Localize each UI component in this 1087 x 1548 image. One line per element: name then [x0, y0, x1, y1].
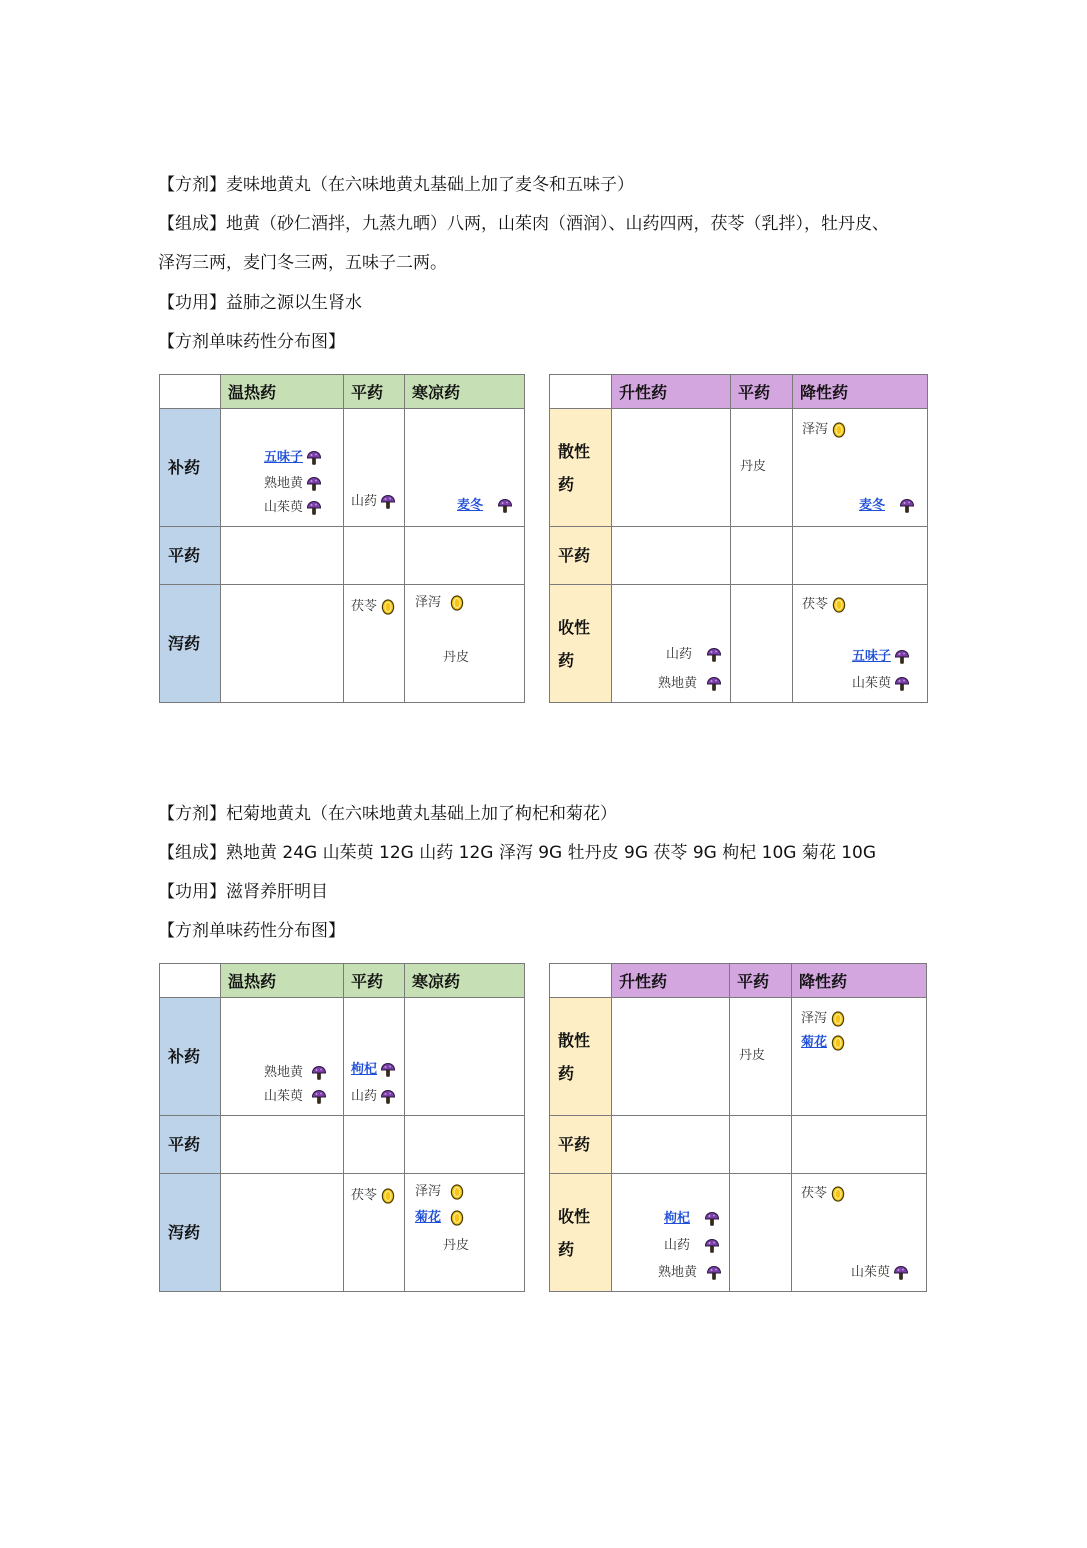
herb-name[interactable]: 枸杞 — [351, 1062, 378, 1077]
mushroom-icon — [706, 676, 722, 692]
herb-name: 山茱萸 — [264, 500, 304, 515]
cell-disperse-neutral — [730, 998, 792, 1116]
corner-cell — [160, 375, 221, 409]
col-header-warm: 温热药 — [221, 964, 344, 998]
mushroom-icon — [704, 1211, 720, 1227]
formula2-title: 【方剂】杞菊地黄丸（在六味地黄丸基础上加了枸杞和菊花） — [158, 804, 617, 824]
cell-tonic-warm — [221, 409, 344, 527]
herb-name: 熟地黄 — [264, 476, 304, 491]
herb-item[interactable] — [859, 498, 915, 514]
coin-icon — [380, 599, 396, 615]
col-header-descending: 降性药 — [793, 375, 928, 409]
cell-neutral-neutral — [731, 527, 793, 585]
formula1-composition: 【组成】地黄（砂仁酒拌，九蒸九晒）八两，山茱肉（酒润）、山药四两，茯苓（乳拌），牡丹皮、 — [158, 214, 889, 234]
herb-name: 熟地黄 — [264, 1065, 304, 1080]
cell-neutral-cold — [405, 527, 525, 585]
herb-name: 熟地黄 — [658, 1265, 698, 1280]
herb-name: 丹皮 — [739, 1048, 766, 1063]
col-header-neutral: 平药 — [731, 375, 793, 409]
row-header-tonic: 补药 — [160, 409, 221, 527]
cell-disperse-descend — [793, 409, 928, 527]
herb-item — [802, 422, 847, 438]
herb-name: 山药 — [664, 1238, 691, 1253]
herb-name[interactable]: 五味子 — [264, 450, 304, 465]
herb-item — [264, 500, 322, 516]
herb-item — [443, 650, 469, 666]
herb-name: 泽泻 — [801, 1011, 828, 1026]
col-header-ascending: 升性药 — [612, 964, 730, 998]
herb-item[interactable] — [801, 1035, 846, 1051]
herb-item — [264, 1089, 327, 1105]
cell-astringe-neutral — [730, 1174, 792, 1292]
cell-neutral-neutral — [344, 1116, 405, 1174]
cell-neutral-neutral — [344, 527, 405, 585]
coin-icon — [830, 1035, 846, 1051]
cell-neutral-warm — [221, 527, 344, 585]
herb-name: 茯苓 — [351, 1188, 378, 1203]
cell-neutral-neutral — [730, 1116, 792, 1174]
mushroom-icon — [311, 1089, 327, 1105]
herb-name: 泽泻 — [415, 595, 442, 610]
cell-astringe-descend — [793, 585, 928, 703]
mushroom-icon — [311, 1065, 327, 1081]
herb-name[interactable]: 麦冬 — [457, 498, 484, 513]
herb-item — [443, 1238, 469, 1254]
mushroom-icon — [894, 649, 910, 665]
herb-name: 丹皮 — [740, 459, 767, 474]
herb-item — [351, 1089, 396, 1105]
cell-neutral-ascend — [612, 1116, 730, 1174]
herb-item — [264, 476, 322, 492]
formula2-direction-table — [549, 963, 927, 1292]
herb-item — [658, 1265, 722, 1281]
row-header-drain: 泻药 — [160, 1174, 221, 1292]
cell-astringe-ascend — [612, 585, 731, 703]
herb-item[interactable] — [415, 1210, 465, 1226]
coin-icon — [449, 1184, 465, 1200]
mushroom-icon — [497, 498, 513, 514]
mushroom-icon — [306, 500, 322, 516]
col-header-ascending: 升性药 — [612, 375, 731, 409]
herb-item — [801, 1011, 846, 1027]
herb-item — [264, 1065, 327, 1081]
herb-item — [351, 599, 396, 615]
mushroom-icon — [380, 1062, 396, 1078]
herb-name[interactable]: 麦冬 — [859, 498, 886, 513]
col-header-neutral: 平药 — [344, 964, 405, 998]
formula1-composition-cont: 泽泻三两，麦门冬三两，五味子二两。 — [158, 253, 447, 273]
row-header-neutral: 平药 — [160, 1116, 221, 1174]
herb-name[interactable]: 五味子 — [852, 649, 892, 664]
herb-name: 泽泻 — [802, 422, 829, 437]
herb-item[interactable] — [664, 1211, 720, 1227]
herb-item — [740, 459, 766, 475]
cell-neutral-descend — [792, 1116, 927, 1174]
row-header-dispersing: 散性药 — [550, 998, 612, 1116]
formula2-composition: 【组成】熟地黄 24G 山茱萸 12G 山药 12G 泽泻 9G 牡丹皮 9G 茯苓 9G 枸杞 10G 菊花 10G — [158, 843, 877, 863]
mushroom-icon — [894, 676, 910, 692]
formula2-function: 【功用】滋肾养肝明目 — [158, 882, 328, 902]
cell-drain-warm — [221, 585, 344, 703]
cell-neutral-ascend — [612, 527, 731, 585]
cell-drain-neutral — [344, 1174, 405, 1292]
herb-name[interactable]: 菊花 — [415, 1210, 442, 1225]
cell-astringe-ascend — [612, 1174, 730, 1292]
cell-astringe-neutral — [731, 585, 793, 703]
herb-name[interactable]: 枸杞 — [664, 1211, 691, 1226]
cell-astringe-descend — [792, 1174, 927, 1292]
herb-name: 山药 — [351, 1089, 378, 1104]
herb-name: 泽泻 — [415, 1184, 442, 1199]
row-header-astringent: 收性药 — [550, 585, 612, 703]
mushroom-icon — [704, 1238, 720, 1254]
corner-cell — [550, 375, 612, 409]
herb-name: 茯苓 — [801, 1186, 828, 1201]
herb-name: 茯苓 — [351, 599, 378, 614]
herb-name: 山茱萸 — [852, 676, 892, 691]
formula2-nature-table — [159, 963, 525, 1292]
coin-icon — [831, 422, 847, 438]
herb-item — [802, 597, 847, 613]
col-header-neutral: 平药 — [730, 964, 792, 998]
row-header-drain: 泻药 — [160, 585, 221, 703]
cell-tonic-neutral — [344, 998, 405, 1116]
cell-drain-warm — [221, 1174, 344, 1292]
herb-name: 茯苓 — [802, 597, 829, 612]
formula1-function: 【功用】益肺之源以生肾水 — [158, 293, 362, 313]
herb-item[interactable] — [264, 450, 322, 466]
cell-drain-cold — [405, 1174, 525, 1292]
coin-icon — [449, 595, 465, 611]
formula1-title: 【方剂】麦味地黄丸（在六味地黄丸基础上加了麦冬和五味子） — [158, 175, 634, 195]
coin-icon — [830, 1011, 846, 1027]
mushroom-icon — [706, 1265, 722, 1281]
cell-drain-cold — [405, 585, 525, 703]
cell-neutral-descend — [793, 527, 928, 585]
herb-item — [739, 1048, 765, 1064]
formula1-chart-caption: 【方剂单味药性分布图】 — [158, 332, 345, 352]
herb-item[interactable] — [852, 649, 910, 665]
herb-name: 熟地黄 — [658, 676, 698, 691]
mushroom-icon — [306, 476, 322, 492]
herb-item — [801, 1186, 846, 1202]
mushroom-icon — [380, 494, 396, 510]
mushroom-icon — [380, 1089, 396, 1105]
cell-neutral-cold — [405, 1116, 525, 1174]
herb-item — [415, 595, 465, 611]
herb-item — [851, 1265, 909, 1281]
cell-tonic-neutral — [344, 409, 405, 527]
cell-disperse-ascend — [612, 998, 730, 1116]
coin-icon — [380, 1188, 396, 1204]
herb-item — [351, 1188, 396, 1204]
herb-name: 丹皮 — [443, 650, 470, 665]
herb-name[interactable]: 菊花 — [801, 1035, 828, 1050]
row-header-tonic: 补药 — [160, 998, 221, 1116]
cell-disperse-neutral — [731, 409, 793, 527]
coin-icon — [831, 597, 847, 613]
cell-tonic-cold — [405, 409, 525, 527]
herb-name: 山茱萸 — [851, 1265, 891, 1280]
herb-name: 山药 — [351, 494, 378, 509]
cell-disperse-descend — [792, 998, 927, 1116]
herb-name: 山药 — [666, 647, 693, 662]
cell-tonic-cold — [405, 998, 525, 1116]
row-header-neutral: 平药 — [160, 527, 221, 585]
row-header-astringent: 收性药 — [550, 1174, 612, 1292]
formula2-chart-caption: 【方剂单味药性分布图】 — [158, 921, 345, 941]
corner-cell — [550, 964, 612, 998]
cell-neutral-warm — [221, 1116, 344, 1174]
cell-disperse-ascend — [612, 409, 731, 527]
col-header-cold: 寒凉药 — [405, 375, 525, 409]
mushroom-icon — [893, 1265, 909, 1281]
mushroom-icon — [706, 647, 722, 663]
herb-name: 山茱萸 — [264, 1089, 304, 1104]
mushroom-icon — [899, 498, 915, 514]
herb-item[interactable] — [457, 498, 513, 514]
col-header-cold: 寒凉药 — [405, 964, 525, 998]
col-header-descending: 降性药 — [792, 964, 927, 998]
coin-icon — [830, 1186, 846, 1202]
herb-item[interactable] — [351, 1062, 396, 1078]
cell-drain-neutral — [344, 585, 405, 703]
corner-cell — [160, 964, 221, 998]
row-header-neutral: 平药 — [550, 1116, 612, 1174]
col-header-neutral: 平药 — [344, 375, 405, 409]
row-header-neutral: 平药 — [550, 527, 612, 585]
herb-item — [351, 494, 396, 510]
herb-item — [852, 676, 910, 692]
cell-tonic-warm — [221, 998, 344, 1116]
mushroom-icon — [306, 450, 322, 466]
col-header-warm: 温热药 — [221, 375, 344, 409]
herb-name: 丹皮 — [443, 1238, 470, 1253]
formula1-direction-table — [549, 374, 928, 703]
coin-icon — [449, 1210, 465, 1226]
herb-item — [666, 647, 722, 663]
herb-item — [658, 676, 722, 692]
formula1-nature-table — [159, 374, 525, 703]
herb-item — [664, 1238, 720, 1254]
herb-item — [415, 1184, 465, 1200]
row-header-dispersing: 散性药 — [550, 409, 612, 527]
